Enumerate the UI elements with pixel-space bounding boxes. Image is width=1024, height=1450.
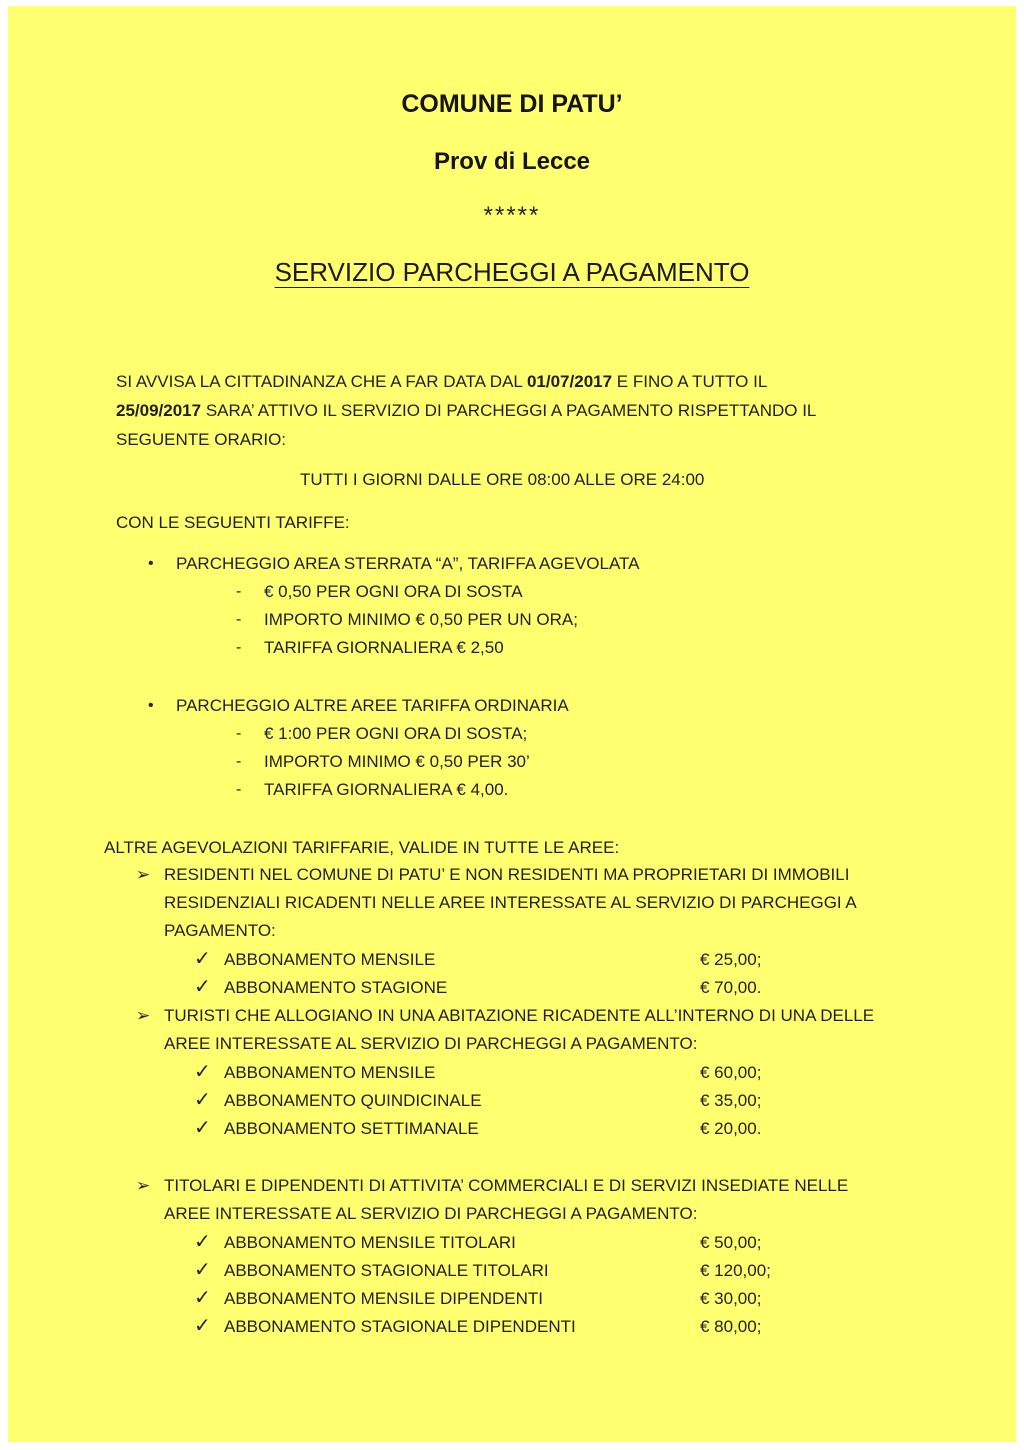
arrow-bullet-icon: ➢ bbox=[136, 1176, 151, 1195]
group-text-line: RESIDENTI NEL COMUNE DI PATU’ E NON RESIDENTI MA PROPRIETARI DI IMMOBILI bbox=[164, 865, 850, 884]
group-text-line: RESIDENZIALI RICADENTI NELLE AREE INTERESSATE AL SERVIZIO DI PARCHEGGI A bbox=[164, 893, 857, 912]
arrow-bullet-icon: ➢ bbox=[136, 865, 151, 884]
start-date: 01/07/2017 bbox=[526, 372, 613, 391]
checkmark-icon: ✓ bbox=[194, 1315, 211, 1337]
intro-text: SARA’ ATTIVO IL SERVIZIO DI PARCHEGGI A PAGAMENTO RISPETTANDO IL bbox=[201, 401, 817, 420]
abbonamento-label: ABBONAMENTO MENSILE TITOLARI bbox=[224, 1233, 516, 1252]
tariffa-item: TARIFFA GIORNALIERA € 2,50 bbox=[264, 638, 504, 657]
group-text-line: AREE INTERESSATE AL SERVIZIO DI PARCHEGGI A PAGAMENTO: bbox=[164, 1204, 698, 1223]
dash-icon: - bbox=[236, 781, 242, 798]
dash-icon: - bbox=[236, 639, 242, 656]
group-text-line: TITOLARI E DIPENDENTI DI ATTIVITA’ COMMERCIALI E DI SERVIZI INSEDIATE NELLE bbox=[164, 1176, 849, 1195]
tariffe-intro: CON LE SEGUENTI TARIFFE: bbox=[116, 513, 350, 532]
checkmark-icon: ✓ bbox=[194, 1259, 211, 1281]
abbonamento-label: ABBONAMENTO MENSILE DIPENDENTI bbox=[224, 1289, 543, 1308]
intro-text: E FINO A TUTTO IL bbox=[612, 372, 768, 391]
group-text-line: PAGAMENTO: bbox=[164, 921, 276, 940]
dash-icon: - bbox=[236, 725, 242, 742]
checkmark-icon: ✓ bbox=[194, 1089, 211, 1111]
tariffa-title: PARCHEGGIO AREA STERRATA “A”, TARIFFA AGEVOLATA bbox=[176, 554, 640, 573]
checkmark-icon: ✓ bbox=[194, 948, 211, 970]
dash-icon: - bbox=[236, 753, 242, 770]
abbonamento-price: € 120,00; bbox=[700, 1261, 771, 1280]
orario-line: TUTTI I GIORNI DALLE ORE 08:00 ALLE ORE 24:00 bbox=[300, 470, 705, 489]
group-text-line: TURISTI CHE ALLOGIANO IN UNA ABITAZIONE RICADENTE ALL’INTERNO DI UNA DELLE bbox=[164, 1006, 875, 1025]
tariffa-item: TARIFFA GIORNALIERA € 4,00. bbox=[264, 780, 509, 799]
tariffa-item: IMPORTO MINIMO € 0,50 PER 30’ bbox=[264, 752, 530, 771]
intro-text: SI AVVISA LA CITTADINANZA CHE A FAR DATA DAL bbox=[116, 372, 527, 391]
abbonamento-label: ABBONAMENTO SETTIMANALE bbox=[224, 1119, 479, 1138]
abbonamento-price: € 30,00; bbox=[700, 1289, 762, 1308]
dash-icon: - bbox=[236, 583, 242, 600]
service-title-text: SERVIZIO PARCHEGGI A PAGAMENTO bbox=[274, 257, 750, 287]
bullet-icon: • bbox=[148, 555, 154, 572]
checkmark-icon: ✓ bbox=[194, 1117, 211, 1139]
abbonamento-label: ABBONAMENTO STAGIONE bbox=[224, 978, 448, 997]
service-title bbox=[0, 257, 1024, 288]
abbonamento-label: ABBONAMENTO STAGIONALE TITOLARI bbox=[224, 1261, 549, 1280]
tariffa-item: € 1:00 PER OGNI ORA DI SOSTA; bbox=[264, 724, 528, 743]
abbonamento-price: € 35,00; bbox=[700, 1091, 762, 1110]
abbonamento-price: € 25,00; bbox=[700, 950, 762, 969]
dash-icon: - bbox=[236, 611, 242, 628]
abbonamento-price: € 20,00. bbox=[700, 1119, 762, 1138]
abbonamento-price: € 50,00; bbox=[700, 1233, 762, 1252]
checkmark-icon: ✓ bbox=[194, 976, 211, 998]
end-date: 25/09/2017 bbox=[116, 401, 202, 420]
tariffa-title: PARCHEGGIO ALTRE AREE TARIFFA ORDINARIA bbox=[176, 696, 569, 715]
arrow-bullet-icon: ➢ bbox=[136, 1006, 151, 1025]
abbonamento-label: ABBONAMENTO MENSILE bbox=[224, 950, 436, 969]
comune-title: COMUNE DI PATU’ bbox=[401, 90, 623, 118]
abbonamento-label: ABBONAMENTO MENSILE bbox=[224, 1063, 436, 1082]
abbonamento-label: ABBONAMENTO QUINDICINALE bbox=[224, 1091, 482, 1110]
intro-line-2 bbox=[116, 401, 816, 421]
separator-stars: ***** bbox=[483, 202, 541, 229]
tariffa-item: € 0,50 PER OGNI ORA DI SOSTA bbox=[264, 582, 523, 601]
abbonamento-label: ABBONAMENTO STAGIONALE DIPENDENTI bbox=[224, 1317, 576, 1336]
abbonamento-price: € 80,00; bbox=[700, 1317, 762, 1336]
tariffa-item: IMPORTO MINIMO € 0,50 PER UN ORA; bbox=[264, 610, 578, 629]
checkmark-icon: ✓ bbox=[194, 1287, 211, 1309]
bullet-icon: • bbox=[148, 697, 154, 714]
checkmark-icon: ✓ bbox=[194, 1061, 211, 1083]
agevolazioni-title: ALTRE AGEVOLAZIONI TARIFFARIE, VALIDE IN TUTTE LE AREE: bbox=[104, 838, 620, 857]
checkmark-icon: ✓ bbox=[194, 1231, 211, 1253]
provincia-subtitle: Prov di Lecce bbox=[433, 148, 591, 175]
group-text-line: AREE INTERESSATE AL SERVIZIO DI PARCHEGGI A PAGAMENTO: bbox=[164, 1034, 698, 1053]
intro-line-3: SEGUENTE ORARIO: bbox=[116, 430, 287, 449]
intro-line-1 bbox=[116, 372, 767, 392]
abbonamento-price: € 70,00. bbox=[700, 978, 762, 997]
abbonamento-price: € 60,00; bbox=[700, 1063, 762, 1082]
